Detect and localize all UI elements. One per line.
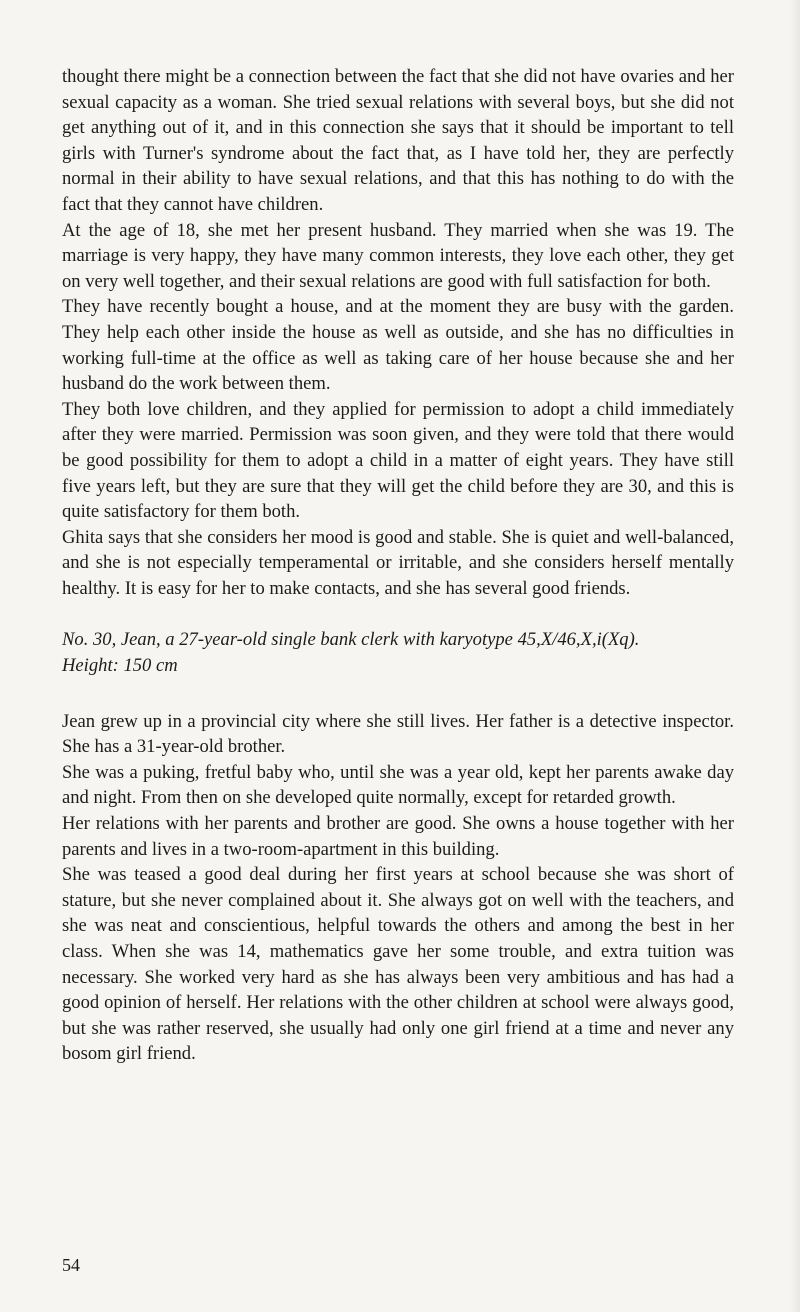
paragraph: thought there might be a connection between the fact that she did not have ovaries and her sexual capacity as a woman. She tried sexual relations with several boys, but she did not get anything out of it, and in this connection she says that it should be important to tell girls with Turner's syndrome about the fact that, as I have told her, they are perfectly normal in their ability to have sexual relations, and that this has nothing to do with the fact that they cannot have children. [62,66,734,215]
paragraph: Jean grew up in a provincial city where she still lives. Her father is a detective inspector. She has a 31-year-old brother. [62,710,734,758]
paragraph: They both love children, and they applied for permission to adopt a child immediately after they were married. Permission was soon given, and they were told that there would be good possibility for them to adopt a child in a matter of eight years. They have still five years left, but they are sure that they will get the child before they are 30, and this is quite satisfactory for them both. [62,398,734,523]
paragraph: At the age of 18, she met her present husband. They married when she was 19. The marriage is very happy, they have many common interests, they love each other, they get on very well together, and their sexual relations are good with full satisfaction for both. [62,219,734,292]
paragraph: She was teased a good deal during her first years at school because she was short of stature, but she never complained about it. She always got on well with the teachers, and she was neat and conscientious, helpful towards the others and among the best in her class. When she was 14, mathematics gave her some trouble, and extra tuition was necessary. She worked very hard as she has always been very ambitious and has had a good opinion of herself. Her relations with the other children at school were always good, but she was rather reserved, she usually had only one girl friend at a time and never any bosom girl friend. [62,864,734,1065]
paragraph: Her relations with her parents and brother are good. She owns a house together with her parents and lives in a two-room-apartment in this building. [62,813,734,860]
page-number: 54 [62,1255,80,1275]
jean-case [62,709,734,1067]
paragraph: They have recently bought a house, and at the moment they are busy with the garden. They help each other inside the house as well as outside, and she has no difficulties in working full-time at the office as well as taking care of her house because she and her husband do the work between them. [62,296,734,395]
paragraph: She was a puking, fretful baby who, until she was a year old, kept her parents awake day and night. From then on she developed quite normally, except for retarded growth. [62,761,734,809]
case-heading-line: No. 30, Jean, a 27-year-old single bank clerk with karyotype 45,X/46,X,i(Xq). [62,629,640,651]
ghita-case-continuation [62,64,734,601]
paragraph: Ghita says that she considers her mood is good and stable. She is quiet and well-balanced, and she is not especially temperamental or irritable, and she considers herself mentally healthy. It is easy for her to make contacts, and she has several good friends. [62,526,734,599]
case-heading-height: Height: 150 cm [62,655,178,677]
case-heading [62,627,734,678]
